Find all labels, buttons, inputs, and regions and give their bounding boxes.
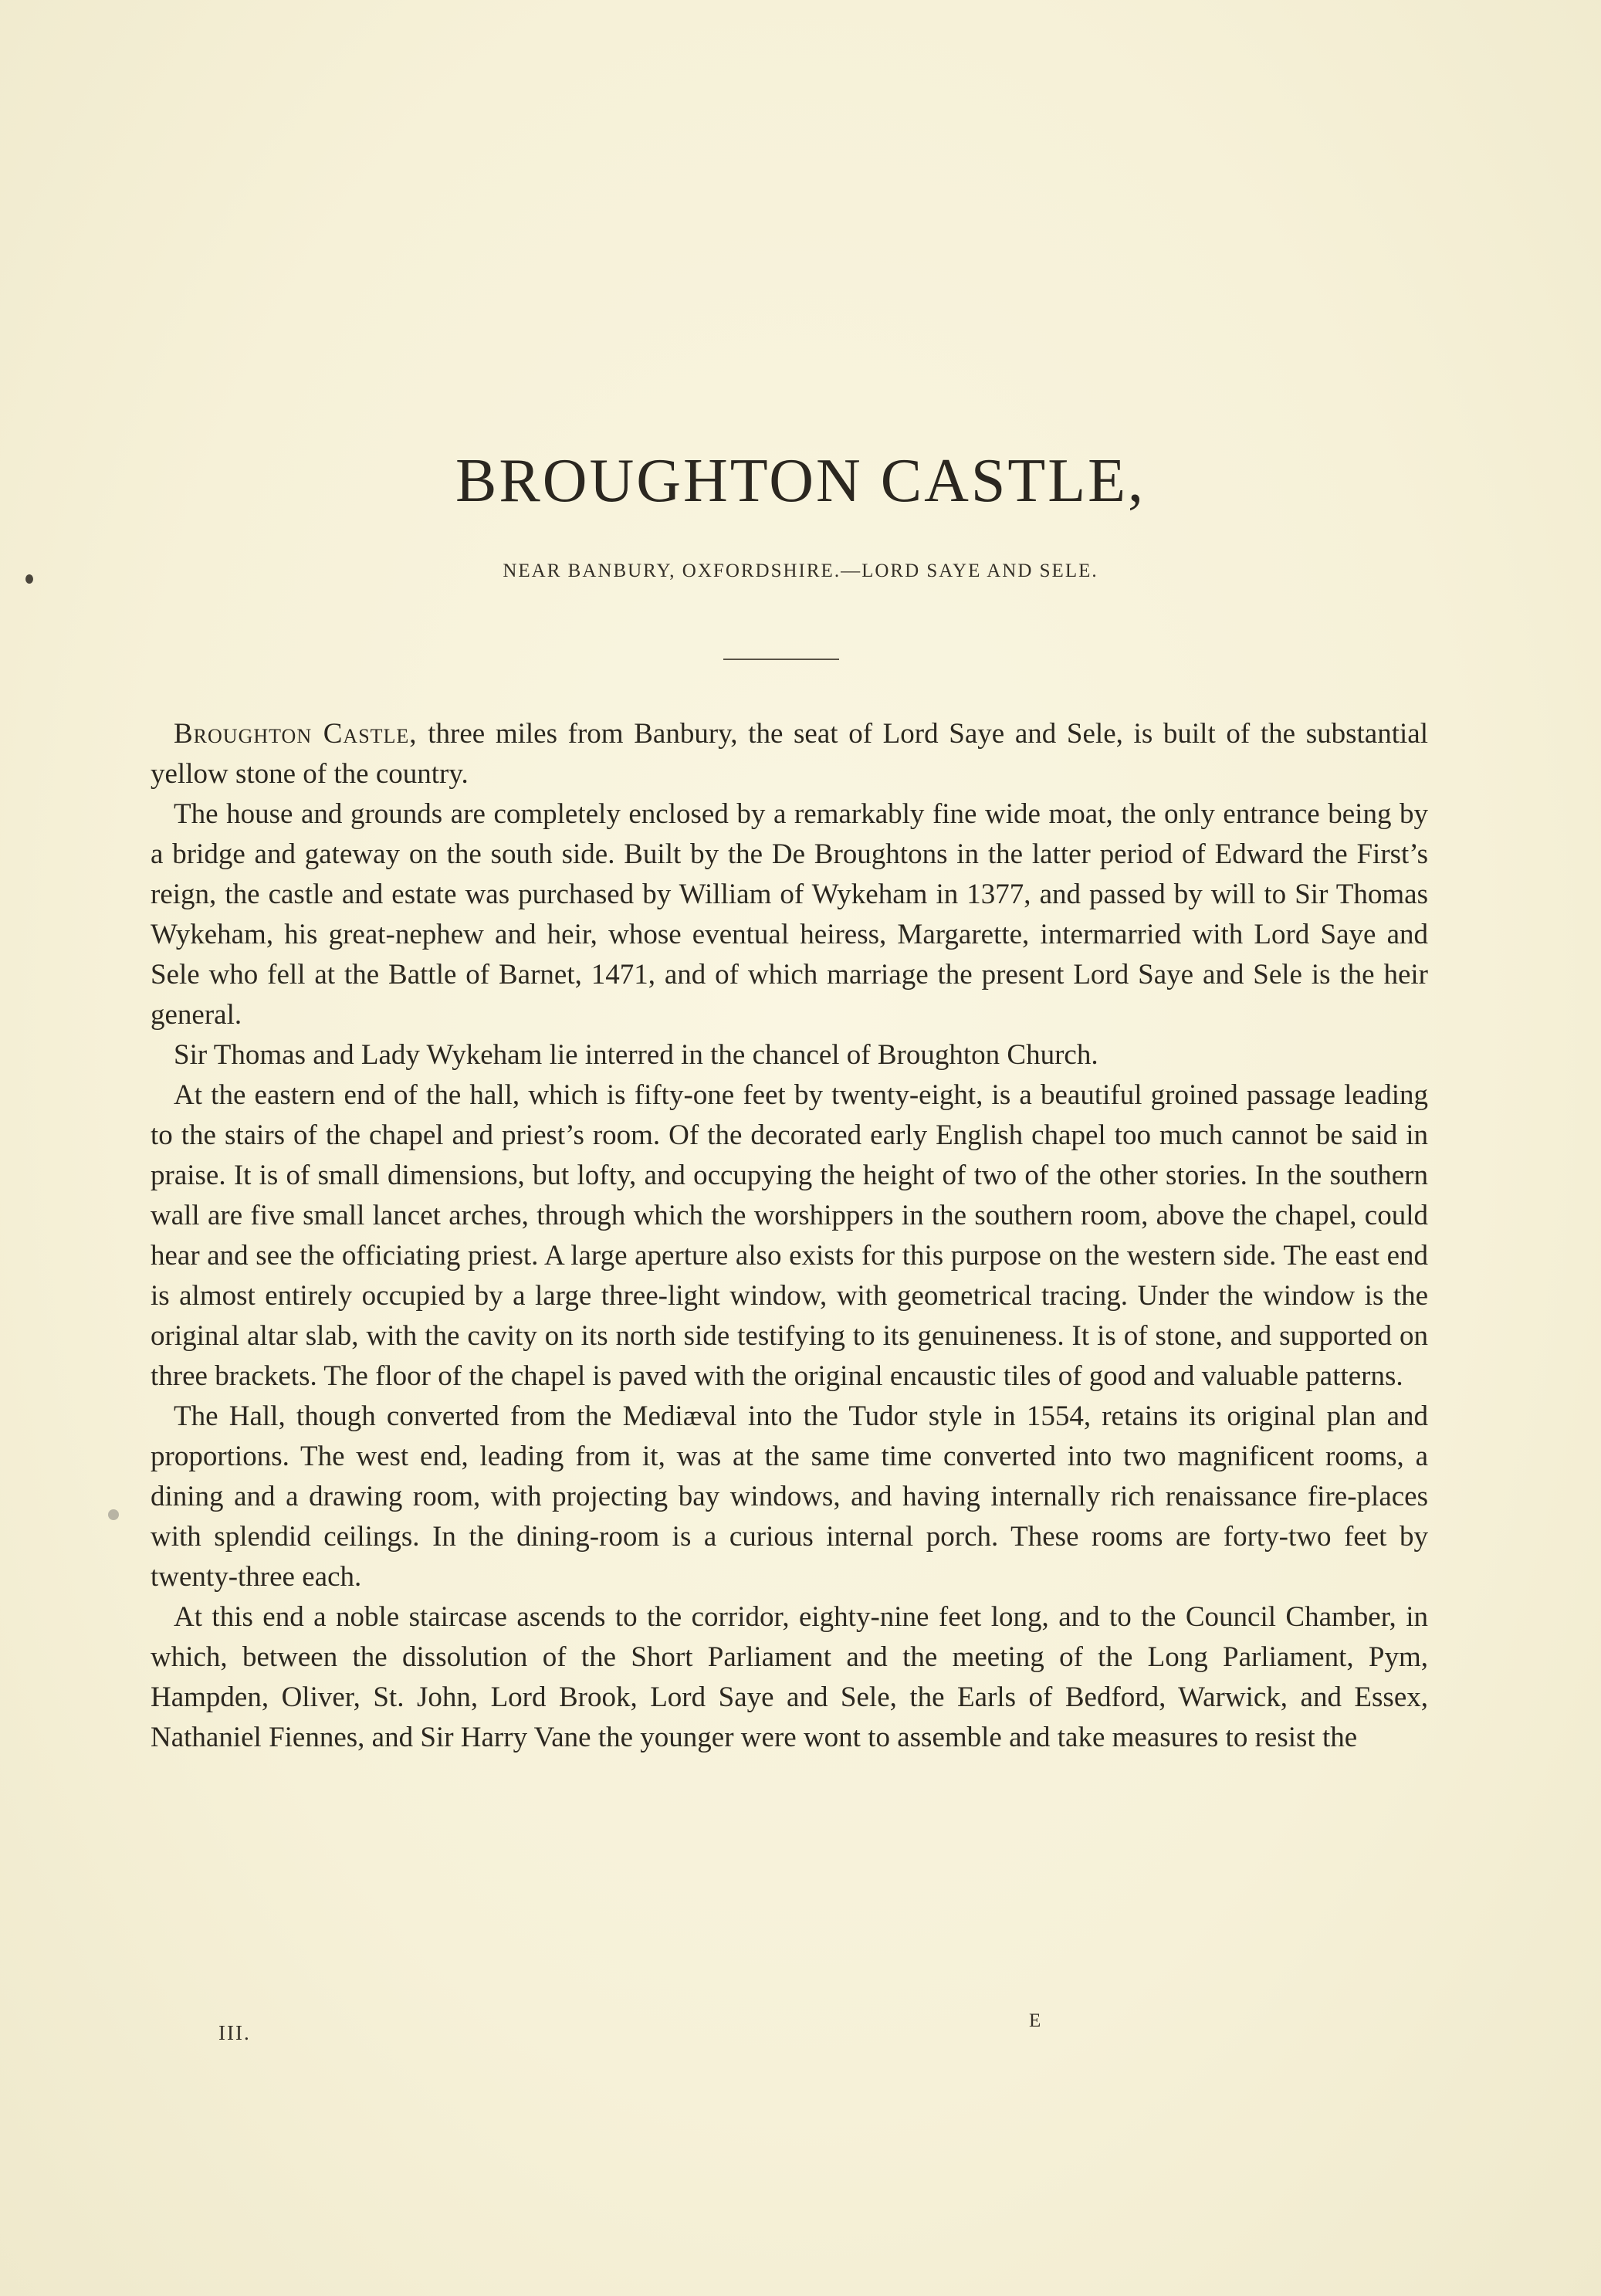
paragraph: Sir Thomas and Lady Wykeham lie interred in the chancel of Broughton Church. (174, 1039, 1098, 1071)
page-subtitle: NEAR BANBURY, OXFORDSHIRE.—LORD SAYE AND SELE. (503, 560, 1098, 581)
paragraph: At the eastern end of the hall, which is fifty-one feet by twenty-eight, is a beautiful groined passage leading to the stairs of the chapel and priest’s room. Of the decorated early English chapel too much cannot be said in praise. It is of small dimensions, but lofty, and occupying the height of two of the other stories. In the southern wall are five small lancet arches, through which the worshippers in the southern room, above the chapel, could hear and see the officiating priest. A large aperture also exists for this purpose on the western side. The east end is almost entirely occupied by a large three-light window, with geometrical tracing. Under the window is the original altar slab, with the cavity on its north side testifying to its genuineness. It is of stone, and supported on three brackets. The floor of the chapel is paved with the original encaustic tiles of good and valuable patterns. (151, 1079, 1428, 1392)
paragraph: At this end a noble staircase ascends to the corridor, eighty-nine feet long, and to the Council Chamber, in which, between the dissolution of the Short Parliament and the meeting of the Long Parliament, Pym, Hampden, Oliver, St. John, Lord Brook, Lord Saye and Sele, the Earls of Bedford, Warwick, and Essex, Nathaniel Fiennes, and Sir Harry Vane the younger were wont to assemble and take measures to resist the (151, 1601, 1428, 1753)
paper-blemish (108, 1509, 119, 1520)
signature-mark: E (1029, 2010, 1041, 2031)
article-body (151, 714, 1428, 1758)
paragraph (151, 714, 1428, 794)
paragraph-text: three miles from Banbury, the seat of Lord Saye and Sele, is built of the substantial yellow stone of the country. (151, 718, 1428, 790)
title-divider (723, 659, 839, 660)
page-title: BROUGHTON CASTLE, (455, 447, 1146, 515)
lead-words: Broughton Castle, (174, 718, 418, 750)
paragraph: The Hall, though converted from the Mediæval into the Tudor style in 1554, retains its original plan and proportions. The west end, leading from it, was at the same time converted into two magnificent rooms, a dining and a drawing room, with projecting bay windows, and having internally rich renaissance fire-places with splendid ceilings. In the dining-room is a curious internal porch. These rooms are forty-two feet by twenty-three each. (151, 1400, 1428, 1593)
paragraph: The house and grounds are completely enclosed by a remarkably fine wide moat, the only entrance being by a bridge and gateway on the south side. Built by the De Broughtons in the latter period of Edward the First’s reign, the castle and estate was purchased by William of Wykeham in 1377, and passed by will to Sir Thomas Wykeham, his great-nephew and heir, whose eventual heiress, Margarette, intermarried with Lord Saye and Sele who fell at the Battle of Barnet, 1471, and of which marriage the present Lord Saye and Sele is the heir general. (151, 798, 1428, 1031)
volume-number: III. (218, 2021, 251, 2044)
